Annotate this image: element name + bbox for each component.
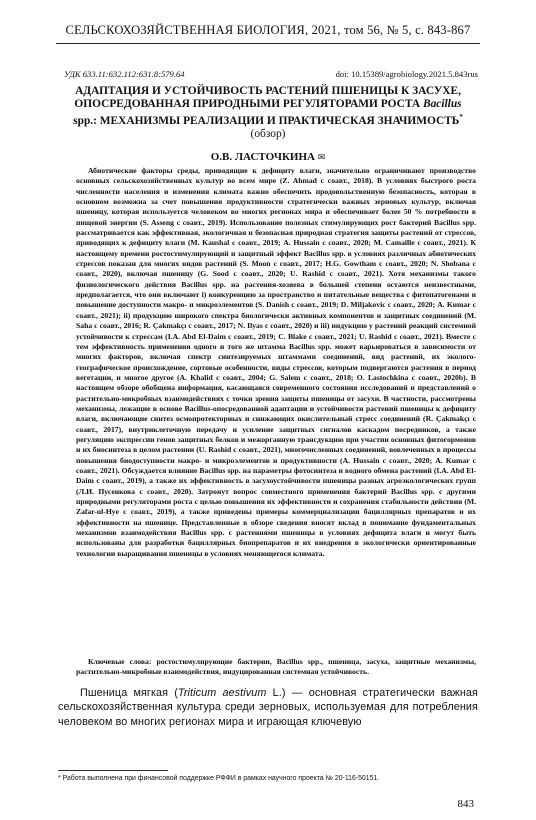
title-footnote-mark: * — [459, 113, 463, 121]
article-title — [58, 85, 478, 141]
envelope-icon[interactable]: ✉ — [317, 152, 326, 162]
running-header: СЕЛЬСКОХОЗЯЙСТВЕННАЯ БИОЛОГИЯ, 2021, том 56, № 5, с. 843-867 — [65, 23, 471, 37]
title-line-3: : МЕХАНИЗМЫ РЕАЛИЗАЦИИ И ПРАКТИЧЕСКАЯ ЗНАЧИМОСТЬ — [93, 114, 460, 127]
title-genus: Bacillus — [422, 98, 462, 110]
body-text-start: Пшеница мягкая ( — [80, 687, 178, 699]
keywords — [76, 657, 476, 678]
title-line-2: ОПОСРЕДОВАННАЯ ПРИРОДНЫМИ РЕГУЛЯТОРАМИ РОСТА — [74, 98, 423, 110]
header-divider — [56, 43, 480, 44]
doi-link[interactable]: doi: 10.15389/agrobiology.2021.5.843rus — [335, 69, 478, 79]
body-paragraph — [58, 686, 478, 729]
udk-code: УДК 633.11:632.112:631.8:579.64 — [64, 69, 185, 79]
body-text-rest: L.) — основная стратегически важная сельскохозяйственная культура среди зерновых, используемая для потребления человеком во многих регионах мира и играющая ключевую — [58, 687, 478, 728]
article-subtitle: (обзор) — [250, 127, 286, 140]
title-line-1: АДАПТАЦИЯ И УСТОЙЧИВОСТЬ РАСТЕНИЙ ПШЕНИЦЫ К ЗАСУХЕ, — [75, 85, 461, 97]
author-line — [58, 151, 478, 163]
species-name: Triticum aestivum — [177, 687, 267, 699]
footnote: * Работа выполнена при финансовой поддержке РФФИ в рамках научного проекта № 20-116-50151. — [58, 775, 380, 782]
abstract — [76, 166, 476, 559]
keywords-text: Ключевые слова: ростостимулирующие бактерии, Bacillus spp., пшеница, засуха, защитные механизмы, растительно-микробные взаимодействия, индуцированная системная устойчивость. — [76, 657, 476, 677]
page-number: 843 — [457, 798, 474, 810]
abstract-text: Абиотические факторы среды, приводящие к дефициту влаги, значительно ограничивают производство основных сельскохозяйственных культур во всем мире (Z. Ahmad с соавт., 2018). В условиях быстрого роста численности населения и изменения климата важно обеспечить продовольственную безопасность, которая в основном возможна за счет повышения продуктивности стратегически важных зерновых культур, включая пшеницу, которая используется человеком во многих регионах мира и обеспечивает более 50 % потребности в пищевой энергии (S. Asseng с соавт., 2019). Использование полезных стимулирующих рост бактерий Bacillus spp. рассматривается как эффективная, экологичная и безопасная природная стратегия защиты растений от стрессов, приводящих к дефициту влаги (M. Kaushal с соавт., 2019; A. Hussain с соавт., 2020; M. Camaille с соавт., 2021). К настоящему времени ростостимулирующий и защитный эффект Bacillus spp. в условиях различных абиотических стрессов показан для многих видов растений (S. Moon с соавт., 2017; H.G. Gowtham с соавт., 2020; N. Shobana с соавт., 2020), включая пшеницу (G. Sood с соавт., 2020; U. Rashid с соавт., 2021). Хотя механизмы такого физиологического действия Bacillus spp. на растения-хозяева в большей степени остаются неизвестными, предполагается, что они включают i) конкуренцию за пространство и питательные вещества с фитопатогенами и повышение доступности макро- и микроэлементов (S. Danish с соавт., 2019; D. Miljakovic с соавт., 2020; A. Kumar с соавт., 2021); ii) продукцию широкого спектра биологически активных компонентов и защитных соединений (M. Saha с соавт., 2016; R. Çakmakçı с соавт., 2017; N. Ilyas с соавт., 2020) и iii) индукцию у растений реакций системной устойчивости к стрессам (I.A. Abd El-Daim с соавт., 2019; C. Blake с соавт., 2021; U. Rashid с соавт., 2021). Вместе с тем эффективность применения одного и того же штамма Bacillus spp. может варьироваться в зависимости от многих факторов, включая спектр синтезируемых штаммами соединений, вид растений, их эколого-географическое происхождение, сортовые особенности, виды стрессов, которым подвергаются растения в период вегетации, и многое другое (A. Khalid с соавт., 2004; G. Salem с соавт., 2018; O. Lastochkina с соавт., 2020b). В настоящем обзоре обобщена информация, касающаяся современного состояния исследований и представлений о растительно-микробных взаимодействиях с точки зрения защиты пшеницы от засухи. В частности, рассмотрены механизмы, лежащие в основе Bacillus-опосредованной адаптации и устойчивости растений пшеницы к дефициту влаги, включающие синтез осмопротекторных и снижающих окислительный стресс соединений (R. Çakmakçı с соавт., 2017), внутриклеточную передачу и усиление защитных сигналов каскадом посредников, а также регуляцию экспрессии генов защитных белков и межорганную трансдукцию при участии основных фитогормонов и их биосинтеза в целом растении (U. Rashid с соавт., 2021), многочисленных соединений, вовлеченных в процессы повышения биодоступности макро- и микроэлементов и продуктивности (A. Hussain с соавт., 2020; A. Kumar с соавт., 2021). Обсуждается влияние Bacillus spp. на параметры фотосинтеза и водного обмена растений (I.A. Abd El-Daim с соавт., 2019), а также их эффективность в засухоустойчивости пшеницы разных агроэкологических групп (Л.И. Пусенкова с соавт., 2020). Затронут вопрос совместного применения бактерий Bacillus spp. с другими природными регуляторами роста с целью повышения их эффективности и сохранения стабильности действия (M. Zafar-ul-Hye с соавт., 2019), а также приведены примеры коммерциализации бациллярных препаратов и их эффективности на пшенице. Представленные в обзоре сведения вносят вклад в понимание фундаментальных механизмов взаимодействия Bacillus spp. с растениями пшеницы в условиях дефицита влаги и могут быть использованы для разработки бациллярных биопрепаратов и их внедрения в экологически ориентированные технологии выращивания пшеницы в условиях меняющегося климата. — [76, 166, 476, 558]
author-name: О.В. ЛАСТОЧКИНА — [210, 151, 315, 163]
footnote-divider — [58, 770, 168, 771]
title-spp: spp. — [73, 114, 94, 127]
